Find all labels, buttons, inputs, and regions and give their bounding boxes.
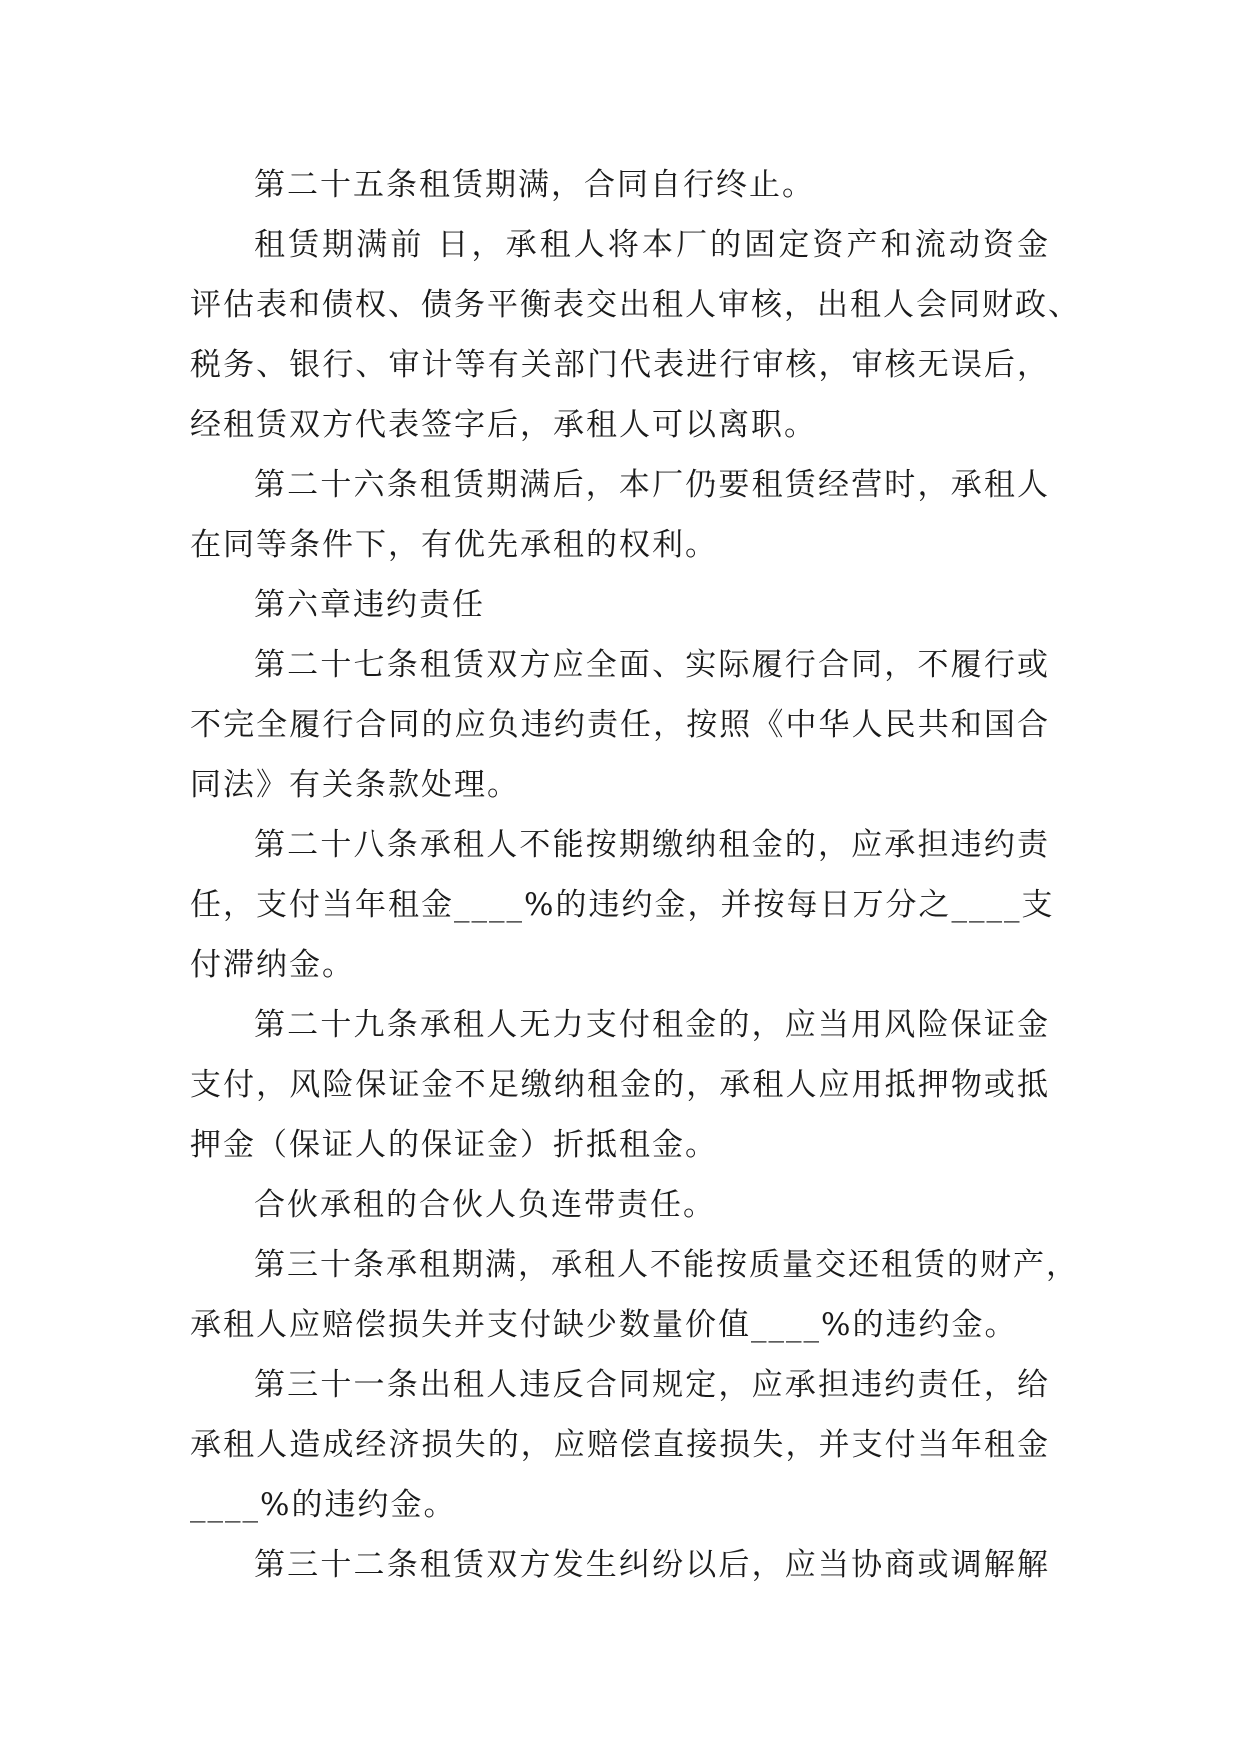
- text-line: 第二十七条租赁双方应全面、实际履行合同，不履行或: [254, 647, 1050, 683]
- text-line: 第三十二条租赁双方发生纠纷以后，应当协商或调解解: [254, 1547, 1050, 1583]
- text-line: 押金（保证人的保证金）折抵租金。: [190, 1127, 718, 1163]
- text-line: 租赁期满前 日，承租人将本厂的固定资产和流动资金: [254, 227, 1050, 263]
- text-line: 第三十条承租期满，承租人不能按质量交还租赁的财产，: [254, 1247, 1079, 1283]
- paragraph-article-27: [190, 635, 1050, 815]
- text-line: 第三十一条出租人违反合同规定，应承担违约责任，给: [254, 1367, 1050, 1403]
- text-line: 税务、银行、审计等有关部门代表进行审核，审核无误后，: [190, 347, 1050, 383]
- paragraph-article-29: [190, 995, 1050, 1175]
- text-line: 评估表和债权、债务平衡表交出租人审核，出租人会同财政、: [190, 287, 1081, 323]
- paragraph-article-31: [190, 1355, 1050, 1535]
- text-line: 承租人造成经济损失的，应赔偿直接损失，并支付当年租金: [190, 1427, 1050, 1463]
- text-line: 第二十八条承租人不能按期缴纳租金的，应承担违约责: [254, 827, 1050, 863]
- paragraph-article-32: [190, 1535, 1050, 1595]
- text-line: 承租人应赔偿损失并支付缺少数量价值____%的违约金。: [190, 1307, 1018, 1343]
- paragraph-lease-expiry-review: [190, 215, 1081, 455]
- text-line: 支付，风险保证金不足缴纳租金的，承租人应用抵押物或抵: [190, 1067, 1050, 1103]
- text-line: 第六章违约责任: [254, 587, 485, 623]
- text-line: 不完全履行合同的应负违约责任，按照《中华人民共和国合: [190, 707, 1050, 743]
- text-line: 同法》有关条款处理。: [190, 767, 520, 803]
- text-line: 在同等条件下，有优先承租的权利。: [190, 527, 718, 563]
- text-line: 付滞纳金。: [190, 947, 355, 983]
- paragraph-article-30: [190, 1235, 1079, 1355]
- document-body: [190, 155, 1081, 1595]
- text-line: 第二十六条租赁期满后，本厂仍要租赁经营时，承租人: [254, 467, 1050, 503]
- text-line: 第二十五条租赁期满，合同自行终止。: [254, 167, 815, 203]
- paragraph-article-25: [190, 155, 1050, 215]
- text-line: 合伙承租的合伙人负连带责任。: [254, 1187, 716, 1223]
- text-line: 任，支付当年租金____%的违约金，并按每日万分之____支: [190, 887, 1055, 923]
- text-line: ____%的违约金。: [190, 1487, 457, 1523]
- paragraph-article-28: [190, 815, 1055, 995]
- chapter-heading-liability: [190, 575, 1050, 635]
- text-line: 经租赁双方代表签字后，承租人可以离职。: [190, 407, 817, 443]
- text-line: 第二十九条承租人无力支付租金的，应当用风险保证金: [254, 1007, 1050, 1043]
- paragraph-article-26: [190, 455, 1050, 575]
- paragraph-joint-liability: [190, 1175, 1050, 1235]
